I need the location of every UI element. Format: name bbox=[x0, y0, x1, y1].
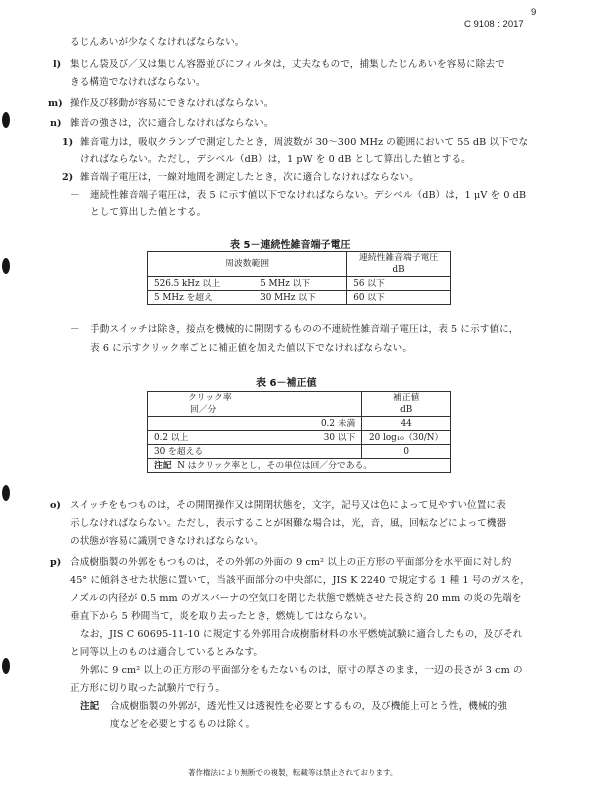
table-row bbox=[148, 417, 451, 431]
note-label: 注記 bbox=[80, 701, 100, 712]
header-unit: 回／分 bbox=[190, 405, 217, 415]
text-line: スイッチをもつものは，その開閉操作又は開閉状態を，文字，記号又は色によって見やすい位置に表 bbox=[70, 500, 506, 511]
text-line: ノズルの内径が 0.5 mm のガスバーナの空気口を閉じた状態で燃焼させた長さ約 20 mm の炎の先端を bbox=[70, 593, 522, 604]
text-line: きる構造でなければならない。 bbox=[70, 77, 206, 88]
item-label: l) bbox=[53, 59, 62, 70]
text-line: 正方形に切り取った試験片で行う。 bbox=[70, 683, 226, 694]
range-from: 0.2 以上 bbox=[148, 431, 270, 445]
header-cell bbox=[148, 392, 362, 417]
text-line: 45° に傾斜させた状態に置いて，当該平面部分の中央部に，JIS K 2240 で規定する 1 種 1 号のガスを， bbox=[70, 575, 530, 586]
value-cell: 56 以下 bbox=[347, 277, 451, 291]
text-line: 合成樹脂製の外郭をもつものは，その外郭の外面の 9 cm² 以上の正方形の平面部分を水平面に対し約 bbox=[70, 557, 512, 568]
text-line: 垂直下から 5 秒間当て，炎を取り去ったとき，燃焼してはならない。 bbox=[70, 611, 373, 622]
table-header-row bbox=[148, 252, 451, 277]
header-cell bbox=[362, 392, 451, 417]
text-line: 操作及び移動が容易にできなければならない。 bbox=[70, 98, 274, 109]
punch-hole bbox=[2, 112, 10, 128]
range-from bbox=[148, 417, 270, 431]
text-line: なお，JIS C 60695-11-10 に規定する外郭用合成樹脂材料の水平燃焼試験に適合したもの，及びそれ bbox=[80, 629, 523, 640]
text-line: 外郭に 9 cm² 以上の正方形の平面部分をもたないものは，原寸の厚さのまま，一辺の長さが 3 cm の bbox=[80, 665, 523, 676]
text-line: 雑音電力は，吸収クランプで測定したとき，周波数が 30～300 MHz の範囲において 55 dB 以下でな bbox=[80, 137, 529, 148]
table-header-row bbox=[148, 392, 451, 417]
range-from: 526.5 kHz 以上 bbox=[148, 277, 255, 291]
header-unit: dB bbox=[400, 405, 413, 415]
text-line: 度などを必要とするものは除く。 bbox=[110, 719, 256, 730]
text-line: 連続性雑音端子電圧は，表 5 に示す値以下でなければならない。デシベル（dB）は，1 μV を 0 dB bbox=[90, 190, 527, 201]
punch-hole bbox=[2, 258, 10, 274]
note-text: N はクリック率とし，その単位は回／分である。 bbox=[177, 460, 373, 471]
value-cell: 0 bbox=[362, 445, 451, 459]
note-label: 注記 bbox=[154, 460, 172, 471]
text-line: 示しなければならない。ただし，表示することが困難な場合は，光，音，風，回転などによって機器 bbox=[70, 518, 507, 529]
range-to: 0.2 未満 bbox=[269, 417, 362, 431]
table-5 bbox=[147, 251, 451, 305]
header-cell bbox=[148, 252, 347, 277]
text-line: るじんあいが少なくなければならない。 bbox=[70, 37, 245, 48]
table-caption: 表 5－連続性雑音端子電圧 bbox=[230, 240, 351, 251]
item-label: o) bbox=[50, 500, 61, 511]
table-row bbox=[148, 277, 451, 291]
text-line: 手動スイッチは除き，接点を機械的に開閉するものの不連続性雑音端子電圧は，表 5 に示す値に， bbox=[90, 324, 519, 335]
table-caption: 表 6－補正値 bbox=[256, 378, 317, 389]
table-note-row bbox=[148, 459, 451, 473]
header-text: 周波数範囲 bbox=[225, 259, 270, 269]
dash-mark: － bbox=[70, 190, 80, 201]
item-label: p) bbox=[50, 557, 62, 568]
dash-mark: － bbox=[70, 324, 80, 335]
text-line: 雑音端子電圧は，一線対地間を測定したとき，次に適合しなければならない。 bbox=[80, 172, 419, 183]
range-to bbox=[269, 445, 362, 459]
table-note bbox=[148, 459, 451, 473]
range-from: 5 MHz を超え bbox=[148, 291, 255, 305]
table-row bbox=[148, 431, 451, 445]
sub-item-label: 1) bbox=[62, 137, 74, 148]
text-line: と同等以上のものは適合しているとみなす。 bbox=[70, 647, 264, 658]
text-line: の状態が容易に識別できなければならない。 bbox=[70, 536, 264, 547]
range-to: 30 以下 bbox=[269, 431, 362, 445]
item-label: m) bbox=[48, 98, 63, 109]
page-number: 9 bbox=[531, 7, 537, 18]
table-6 bbox=[147, 391, 451, 473]
table-row bbox=[148, 445, 451, 459]
text-line: 表 6 に示すクリック率ごとに補正値を加えた値以下でなければならない。 bbox=[90, 343, 413, 354]
table-row bbox=[148, 291, 451, 305]
doc-code: C 9108 : 2017 bbox=[464, 19, 524, 30]
header-text: 連続性雑音端子電圧 bbox=[359, 253, 439, 263]
text-line: 集じん袋及び／又は集じん容器並びにフィルタは，丈夫なもので，捕集したじんあいを容易に除去で bbox=[70, 59, 505, 70]
value-cell: 20 log₁₀（30/N） bbox=[362, 431, 451, 445]
punch-hole bbox=[2, 485, 10, 501]
value-cell: 44 bbox=[362, 417, 451, 431]
text-line: 雑音の強さは，次に適合しなければならない。 bbox=[70, 118, 274, 129]
header-cell bbox=[347, 252, 451, 277]
item-label: n) bbox=[50, 118, 62, 129]
sub-item-label: 2) bbox=[62, 172, 74, 183]
header-text: 補正値 bbox=[392, 393, 420, 403]
range-to: 30 MHz 以下 bbox=[254, 291, 347, 305]
value-cell: 60 以下 bbox=[347, 291, 451, 305]
text-line: 合成樹脂製の外郭が，透光性又は透視性を必要とするもの，及び機能上可とう性，機械的強 bbox=[110, 701, 508, 712]
text-line: として算出した値とする。 bbox=[90, 207, 207, 218]
punch-hole bbox=[2, 658, 10, 674]
range-to: 5 MHz 以下 bbox=[254, 277, 347, 291]
text-line: ければならない。ただし，デシベル（dB）は，1 pW を 0 dB として算出した値とする。 bbox=[80, 154, 471, 165]
range-from: 30 を超える bbox=[148, 445, 270, 459]
header-unit: dB bbox=[392, 265, 405, 275]
header-text: クリック率 bbox=[188, 393, 232, 403]
copyright-footer: 著作権法により無断での複製，転載等は禁止されております。 bbox=[188, 768, 398, 777]
